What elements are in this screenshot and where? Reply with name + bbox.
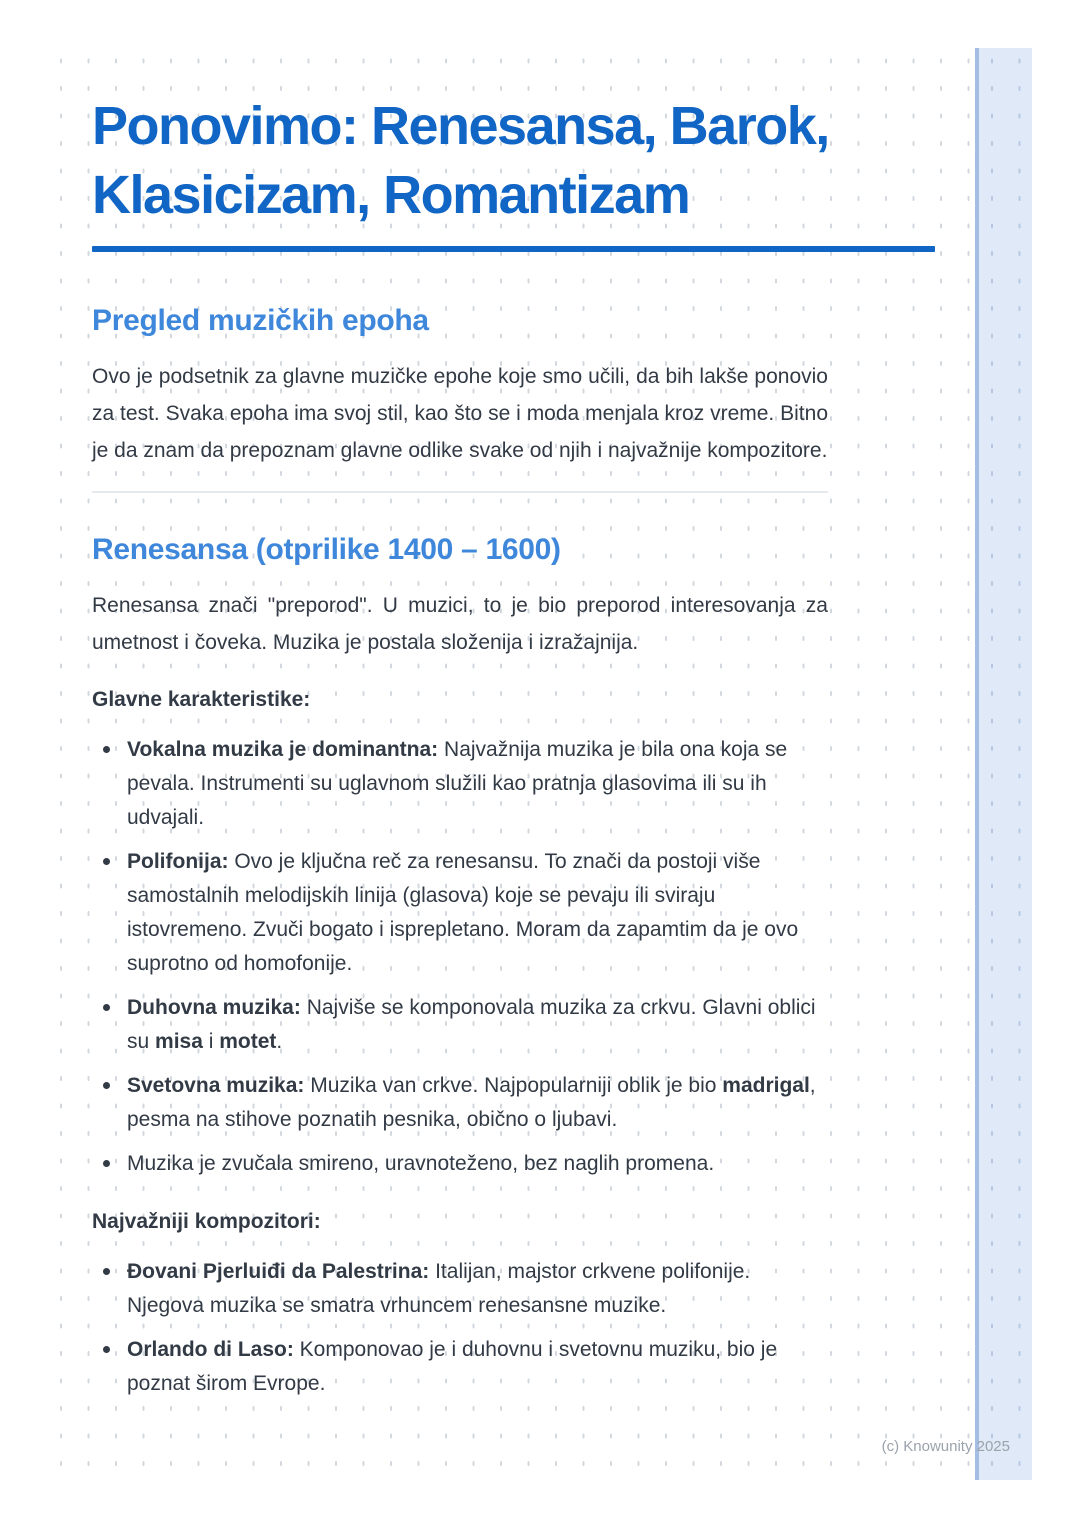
list-item-term: Orlando di Laso: bbox=[127, 1338, 294, 1361]
list-item-term: Đovani Pjerluiđi da Palestrina: bbox=[127, 1260, 430, 1283]
dot-grid-page bbox=[48, 48, 975, 1480]
composers-list bbox=[92, 1255, 828, 1401]
section-heading-overview: Pregled muzičkih epoha bbox=[92, 304, 429, 337]
list-item-text: Najviše se komponovala muzika za crkvu. Glavni oblici su bbox=[127, 996, 816, 1053]
list-item-term: Polifonija: bbox=[127, 850, 229, 873]
list-item-text: Muzika je zvučala smireno, uravnoteženo, bez naglih promena. bbox=[127, 1152, 715, 1175]
list-item-text: Komponovao je i duhovnu i svetovnu muziku, bio je poznat širom Evrope. bbox=[127, 1338, 778, 1395]
characteristics-list bbox=[92, 733, 828, 1181]
list-item bbox=[92, 1255, 828, 1323]
overview-paragraph: Ovo je podsetnik za glavne muzičke epohe koje smo učili, da bih lakše ponovio za test. Svaka epoha ima svoj stil, kao što se i moda menjala kroz vreme. Bitno je da znam da prepoznam glavne odlike svake od njih i najvažnije kompozitore. bbox=[92, 365, 828, 462]
list-item-term: madrigal bbox=[722, 1074, 810, 1097]
list-item-text: . bbox=[276, 1030, 283, 1053]
list-item-term: Vokalna muzika je dominantna: bbox=[127, 738, 439, 761]
list-item-term: motet bbox=[219, 1030, 277, 1053]
list-item-term: Duhovna muzika: bbox=[127, 996, 301, 1019]
list-item bbox=[92, 1147, 828, 1181]
list-item-term: Svetovna muzika: bbox=[127, 1074, 305, 1097]
list-item-text: Italijan, majstor crkvene polifonije. Njegova muzika se smatra vrhuncem renesansne muzike. bbox=[127, 1260, 751, 1317]
list-item bbox=[92, 1069, 828, 1137]
list-item-text: , pesma na stihove poznatih pesnika, obično o ljubavi. bbox=[127, 1074, 816, 1131]
footer-credit: (c) Knowunity 2025 bbox=[881, 1438, 1010, 1455]
list-item-term: misa bbox=[155, 1030, 203, 1053]
list-item-text: Muzika van crkve. Najpopularniji oblik je bio bbox=[304, 1074, 723, 1097]
page-title bbox=[92, 92, 935, 230]
document-content bbox=[92, 92, 935, 1401]
list-item-text: Ovo je ključna reč za renesansu. To znači da postoji više samostalnih melodijskih linija (glasova) koje se pevaju ili sviraju istovremeno. Zvuči bogato i isprepletano. Moram da zapamtim da je ovo suprotno od homofonije. bbox=[127, 850, 799, 975]
list-item-text: Najvažnija muzika je bila ona koja se pevala. Instrumenti su uglavnom služili kao pratnja glasovima ili su ih udvajali. bbox=[127, 738, 788, 829]
page-title-line2: Klasicizam, Romantizam bbox=[92, 165, 690, 225]
page-title-line1: Ponovimo: Renesansa, Barok, bbox=[92, 96, 829, 156]
title-underline-rule bbox=[92, 246, 935, 252]
composers-label: Najvažniji kompozitori: bbox=[92, 1210, 321, 1233]
list-item bbox=[92, 733, 828, 835]
side-margin-strip bbox=[979, 48, 1032, 1480]
list-item-text: i bbox=[202, 1030, 220, 1053]
renesansa-paragraph: Renesansa znači "preporod". U muzici, to je bio preporod interesovanja za umetnost i čoveka. Muzika je postala složenija i izražajnija. bbox=[92, 594, 828, 654]
list-item bbox=[92, 991, 828, 1059]
characteristics-label: Glavne karakteristike: bbox=[92, 688, 311, 711]
section-heading-renesansa: Renesansa (otprilike 1400 – 1600) bbox=[92, 533, 561, 566]
list-item bbox=[92, 1333, 828, 1401]
section-divider bbox=[92, 491, 828, 493]
list-item bbox=[92, 845, 828, 981]
